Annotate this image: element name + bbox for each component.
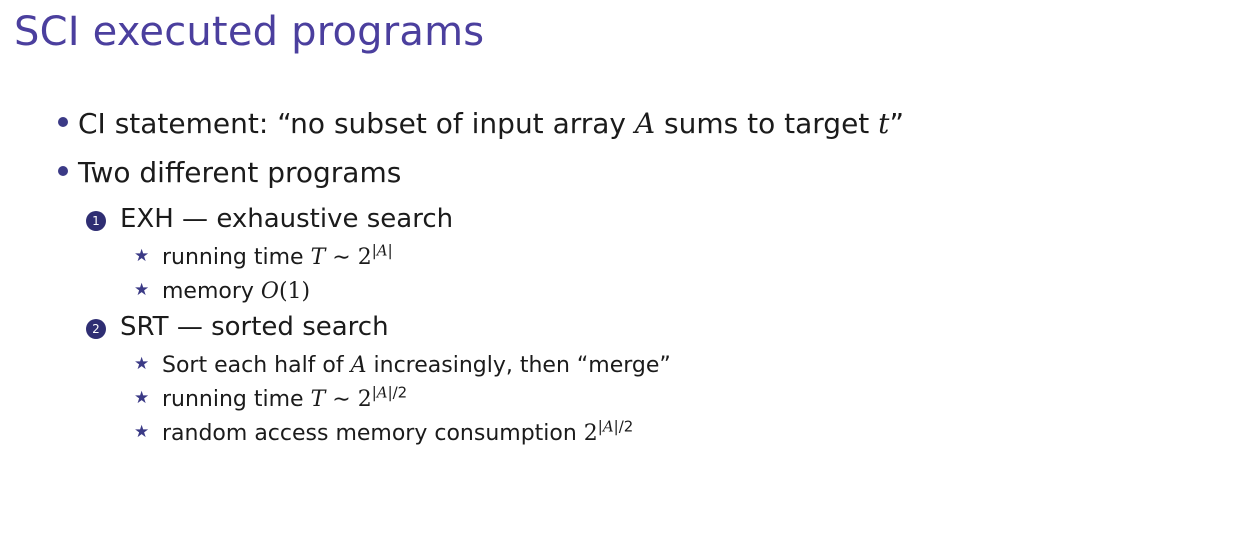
number-badge-2-label: 2 — [86, 319, 106, 339]
list-item — [134, 417, 1239, 451]
star-bullet-icon: ★ — [134, 421, 150, 442]
sub-text-exh-running-time: running time T ∼ $2^{|A|}$ — [162, 241, 393, 270]
number-badge-1-label: 1 — [86, 211, 106, 231]
bullet-dot-icon — [52, 104, 78, 127]
sub-text-srt-sort-halves: Sort each half of A increasingly, then “merge” — [162, 352, 671, 378]
star-bullet-icon: ★ — [134, 279, 150, 300]
star-bullet-icon: ★ — [134, 245, 150, 266]
numbered-text-srt: SRT — sorted search — [120, 312, 389, 343]
star-bullet-icon: ★ — [134, 387, 150, 408]
slide-body — [52, 104, 1239, 451]
number-badge-2-icon — [86, 309, 120, 339]
list-item — [86, 309, 1239, 347]
page-title: SCI executed programs — [14, 9, 485, 55]
list-item — [134, 349, 1239, 383]
sub-text-srt-memory: random access memory consumption $2^{|A|/2}$ — [162, 417, 634, 446]
sub-text-srt-running-time: running time T ∼ $2^{|A|/2}$ — [162, 383, 408, 412]
list-item — [134, 275, 1239, 309]
star-bullet-icon: ★ — [134, 353, 150, 374]
bullet-text-ci-statement: CI statement: “no subset of input array A sums to target t” — [78, 107, 904, 140]
list-item — [52, 153, 1239, 194]
bullet-text-two-programs: Two different programs — [78, 155, 402, 189]
list-item — [52, 104, 1239, 145]
list-item — [134, 241, 1239, 275]
sub-list-srt — [134, 349, 1239, 451]
sub-list-exh — [134, 241, 1239, 309]
number-badge-1-icon — [86, 201, 120, 231]
numbered-text-exh: EXH — exhaustive search — [120, 204, 454, 235]
sub-text-exh-memory: memory O(1) — [162, 278, 311, 304]
bullet-dot-icon — [52, 153, 78, 176]
numbered-list — [86, 201, 1239, 451]
list-item — [86, 201, 1239, 239]
list-item — [134, 383, 1239, 417]
